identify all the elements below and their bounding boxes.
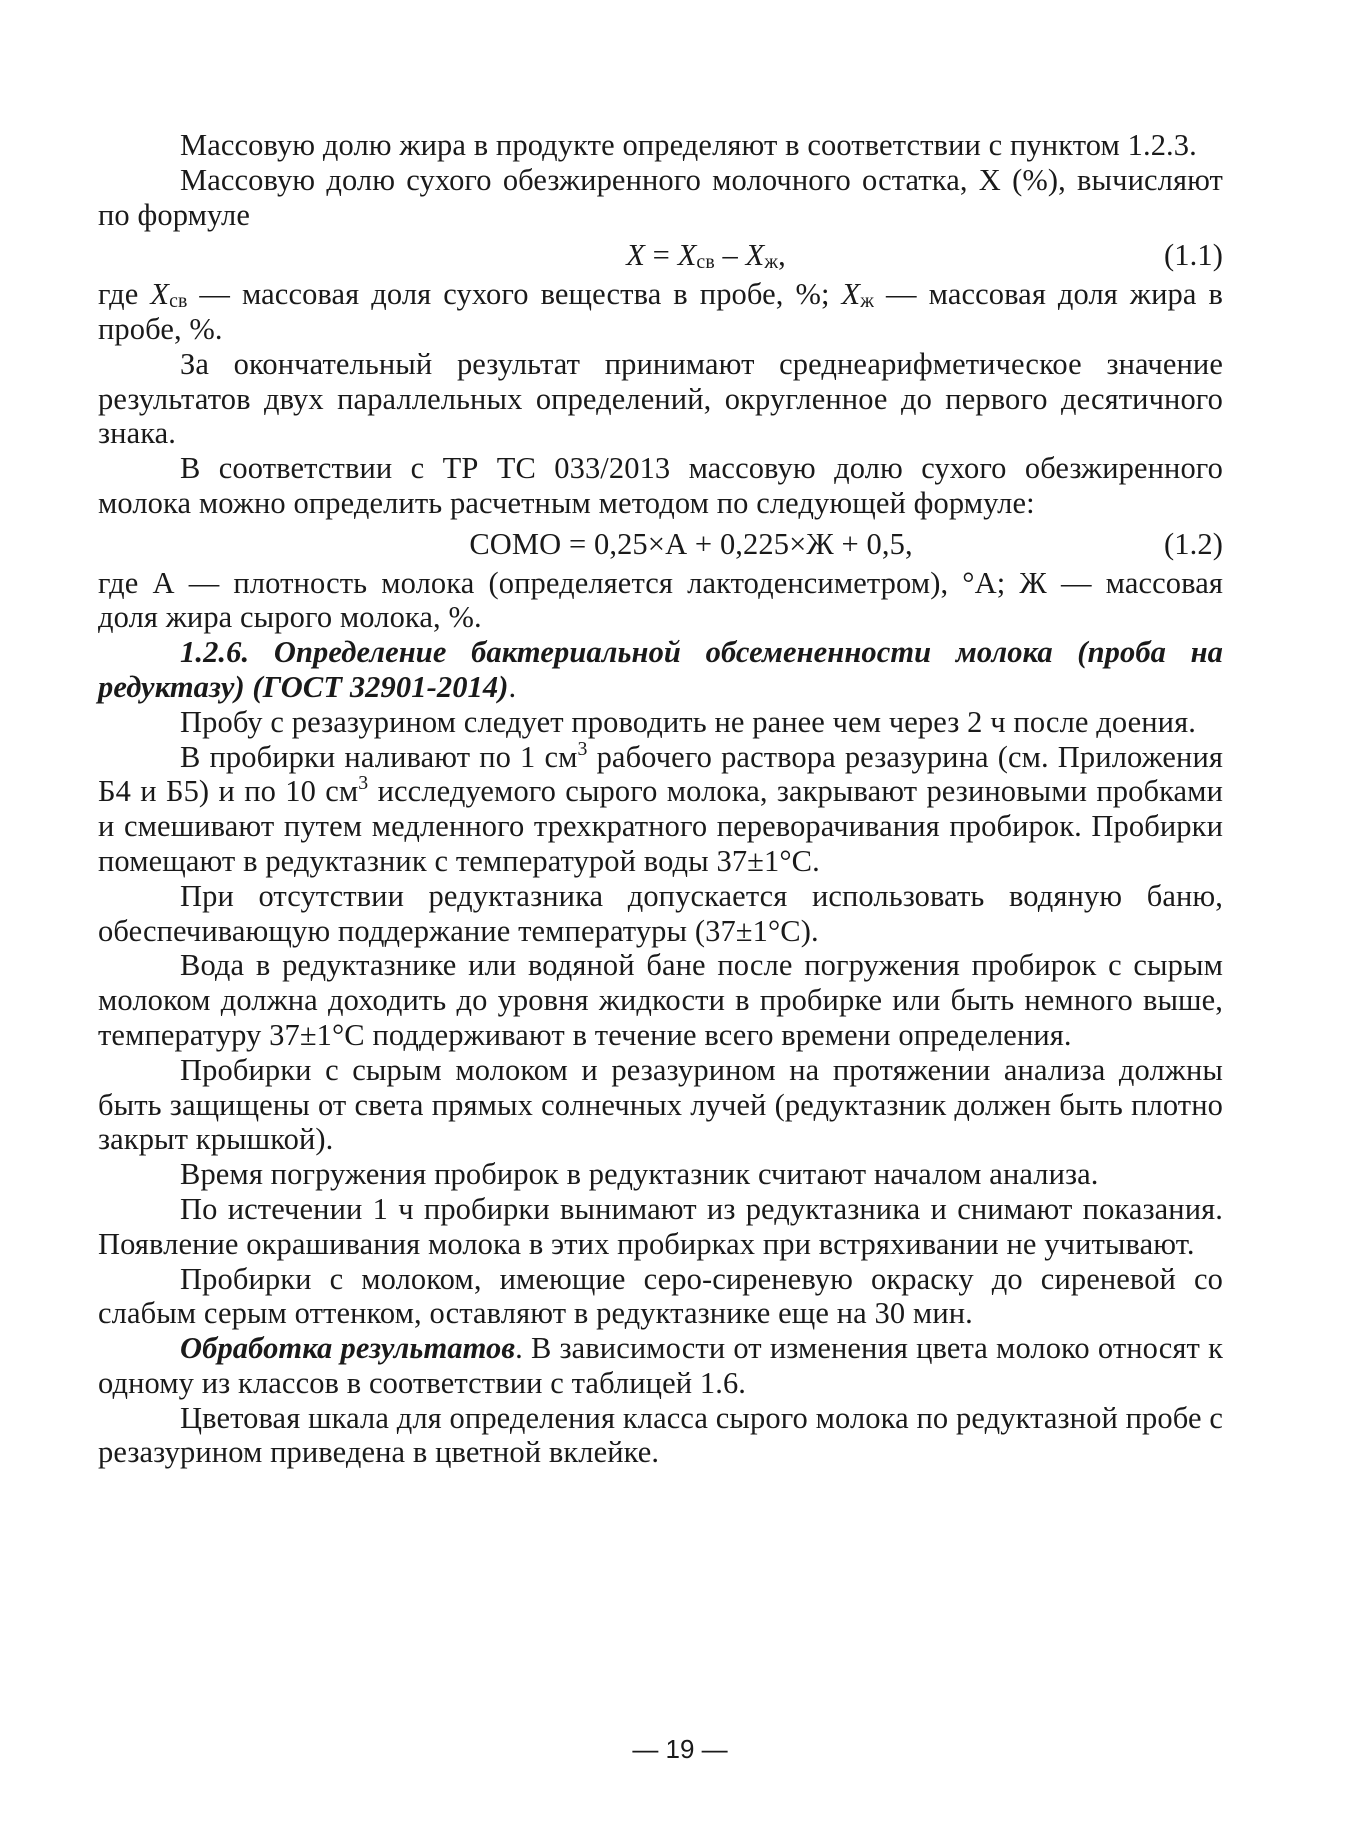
formula-1-2 (98, 527, 1223, 562)
paragraph-fat-share: Массовую долю жира в продукте определяют в соответствии с пунктом 1.2.3. (180, 128, 1197, 162)
paragraph-tr-ts: В соответствии с ТР ТС 033/2013 массовую долю сухого обезжиренного молока можно определить расчетным методом по следующей формуле: (98, 451, 1223, 520)
text-fragment: исследуемого сырого молока, закрывают резиновыми пробками и смешивают путем медленного трехкратного переворачивания пробирок. Пробирки помещают в редуктазник с температурой воды 37±1°С. (98, 774, 1224, 878)
formula-sub-sv: св (696, 251, 715, 274)
formula-sub-zh: ж (764, 251, 779, 274)
formula-1-1-expression (98, 238, 1164, 273)
formula-comma: , (778, 238, 786, 273)
formula-var-xsv: X (677, 238, 697, 273)
paragraph-where-2: где А — плотность молока (определяется лактоденсиметром), °А; Ж — массовая доля жира сырого молока, %. (98, 565, 1223, 635)
results-processing-label: Обработка результатов (180, 1331, 516, 1366)
section-heading-1-2-6 (98, 635, 1223, 705)
var-xzh: X (841, 277, 861, 312)
paragraph-test-tubes (98, 737, 1224, 879)
superscript-3: 3 (577, 737, 588, 760)
formula-1-1 (98, 238, 1223, 273)
text-fragment: рабочего раствора резазурина (см. Приложения Б4 и Б5) и по 10 см (98, 739, 1223, 809)
formula-equals: = (644, 238, 678, 273)
sub-sv: св (169, 290, 188, 313)
body-text (98, 128, 1223, 1470)
paragraph-light-protection: Пробирки с сырым молоком и резазурином на протяжении анализа должны быть защищены от света прямых солнечных лучей (редуктазник должен быть плотно закрыт крышкой). (98, 1052, 1223, 1157)
text-fragment: В пробирки наливают по 1 см (180, 739, 578, 774)
paragraph-after-1h: По истечении 1 ч пробирки вынимают из редуктазника и снимают показания. Появление окрашивания молока в этих пробирках при встряхивании не учитывают. (98, 1191, 1223, 1261)
superscript-3: 3 (358, 772, 369, 795)
formula-1-2-number: (1.2) (1164, 526, 1223, 561)
formula-minus: – (714, 238, 746, 273)
sub-zh: ж (860, 290, 875, 313)
page-number: — 19 — (632, 1734, 728, 1764)
formula-var-x: X (626, 238, 645, 273)
heading-text: 1.2.6. Определение бактериальной обсемененности молока (проба на редуктазу) (ГОСТ 32901-2014) (98, 635, 1223, 704)
paragraph-water-level: Вода в редуктазнике или водяной бане после погружения пробирок с сырым молоком должна доходить до уровня жидкости в пробирке или быть немного выше, температуру 37±1°С поддерживают в течение всего времени определения. (98, 948, 1223, 1052)
paragraph-extra-30min: Пробирки с молоком, имеющие серо-сиреневую окраску до сиреневой со слабым серым оттенком, оставляют в редуктазнике еще на 30 мин. (98, 1261, 1223, 1331)
paragraph-results-processing (98, 1331, 1223, 1401)
paragraph-water-bath: При отсутствии редуктазника допускается использовать водяную баню, обеспечивающую поддержание температуры (37±1°С). (98, 878, 1223, 948)
paragraph-resazurin-timing: Пробу с резазурином следует проводить не ранее чем через 2 ч после доения. (180, 704, 1196, 739)
paragraph-analysis-start: Время погружения пробирок в редуктазник считают началом анализа. (180, 1157, 1099, 1192)
formula-var-xzh: X (745, 238, 765, 273)
formula-1-2-expression: СОМО = 0,25×А + 0,225×Ж + 0,5, (469, 526, 913, 561)
paragraph-dry-residue: Массовую долю сухого обезжиренного молочного остатка, X (%), вычисляют по формуле (98, 162, 1223, 232)
text-fragment: где (98, 277, 151, 312)
text-fragment: . В зависимости от изменения цвета молоко относят к одному из классов в соответствии с таблицей 1.6. (98, 1331, 1223, 1400)
paragraph-color-scale: Цветовая шкала для определения класса сырого молока по редуктазной пробе с резазурином приведена в цветной вклейке. (98, 1400, 1223, 1470)
text-fragment: — массовая доля сухого вещества в пробе, %; (187, 277, 842, 312)
text-fragment: — массовая доля жира в пробе, %. (98, 277, 1223, 346)
formula-1-1-number: (1.1) (1164, 238, 1223, 273)
paragraph-final-result: За окончательный результат принимают среднеарифметическое значение результатов двух параллельных определений, округленное до первого десятичного знака. (98, 346, 1223, 451)
paragraph-where-1 (98, 277, 1223, 347)
heading-period: . (508, 669, 517, 704)
var-xsv: X (150, 277, 170, 312)
